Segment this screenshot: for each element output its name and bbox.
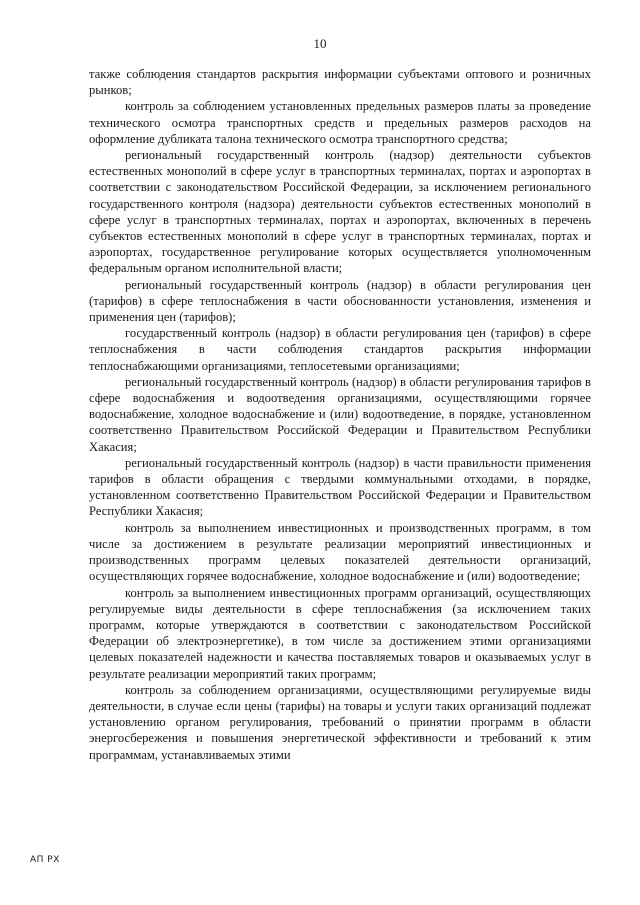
footer-mark: АП РХ xyxy=(30,855,60,865)
page-number: 10 xyxy=(313,36,327,51)
paragraph: контроль за соблюдением организациями, осуществляющими регулируемые виды деятельности, в случае если цены (тарифы) на товары и услуги таких организаций подлежат установлению органом регулирования, требований о принятии программ в области энергосбережения и повышения энергетической эффективности и требований к этим программам, устанавливаемых этими xyxy=(89,682,591,762)
paragraph: также соблюдения стандартов раскрытия информации субъектами оптового и розничных рынков; xyxy=(89,67,591,98)
paragraph: региональный государственный контроль (надзор) в области регулирования цен (тарифов) в сфере теплоснабжения в части обоснованности установления, изменения и применения цен (тарифов); xyxy=(89,277,591,325)
paragraph: контроль за соблюдением установленных предельных размеров платы за проведение технического осмотра транспортных средств и предельных размеров расходов на оформление дубликата талона технического осмотра транспортного средства; xyxy=(89,99,591,146)
paragraph: региональный государственный контроль (надзор) в области регулирования тарифов в сфере водоснабжения и водоотведения организациями, осуществляющими горячее водоснабжение, холодное водоснабжение и (или) водоотведение, в порядке, установленном соответственно Правительством Российской Федерации и Правительством Республики Хакасия; xyxy=(89,374,591,454)
paragraph: региональный государственный контроль (надзор) в части правильности применения тарифов в области обращения с твердыми коммунальными отходами, в порядке, установленном соответственно Правительством Российской Федерации и Правительством Республики Хакасия; xyxy=(89,455,591,519)
paragraph: региональный государственный контроль (надзор) деятельности субъектов естественных монополий в сфере услуг в транспортных терминалах, портах и аэропортах в соответствии с законодательством Российской Федерации, за исключением регионального государственного контроля (надзора) деятельности субъектов естественных монополий в сфере услуг в транспортных терминалах, портах и аэропортах, включенных в перечень субъектов естественных монополий в сфере услуг в транспортных терминалах, портах и аэропортах, государственное регулирование которых осуществляется уполномоченным федеральным органом исполнительной власти; xyxy=(89,148,591,276)
paragraph: контроль за выполнением инвестиционных программ организаций, осуществляющих регулируемые виды деятельности в сфере теплоснабжения (за исключением таких программ, которые утверждаются в соответствии с законодательством Российской Федерации об электроэнергетике), в том числе за достижением этими организациями целевых показателей надежности и качества поставляемых товаров и оказываемых услуг в результате реализации мероприятий таких программ; xyxy=(89,585,591,681)
paragraph: государственный контроль (надзор) в области регулирования цен (тарифов) в сфере теплоснабжения в части соблюдения стандартов раскрытия информации теплоснабжающими организациями, теплосетевыми организациями; xyxy=(89,326,591,373)
paragraph: контроль за выполнением инвестиционных и производственных программ, в том числе за достижением в результате реализации мероприятий инвестиционных и производственных программ целевых показателей деятельности организаций, осуществляющих горячее водоснабжение, холодное водоснабжение и (или) водоотведение; xyxy=(89,520,591,584)
document-body xyxy=(89,66,591,763)
